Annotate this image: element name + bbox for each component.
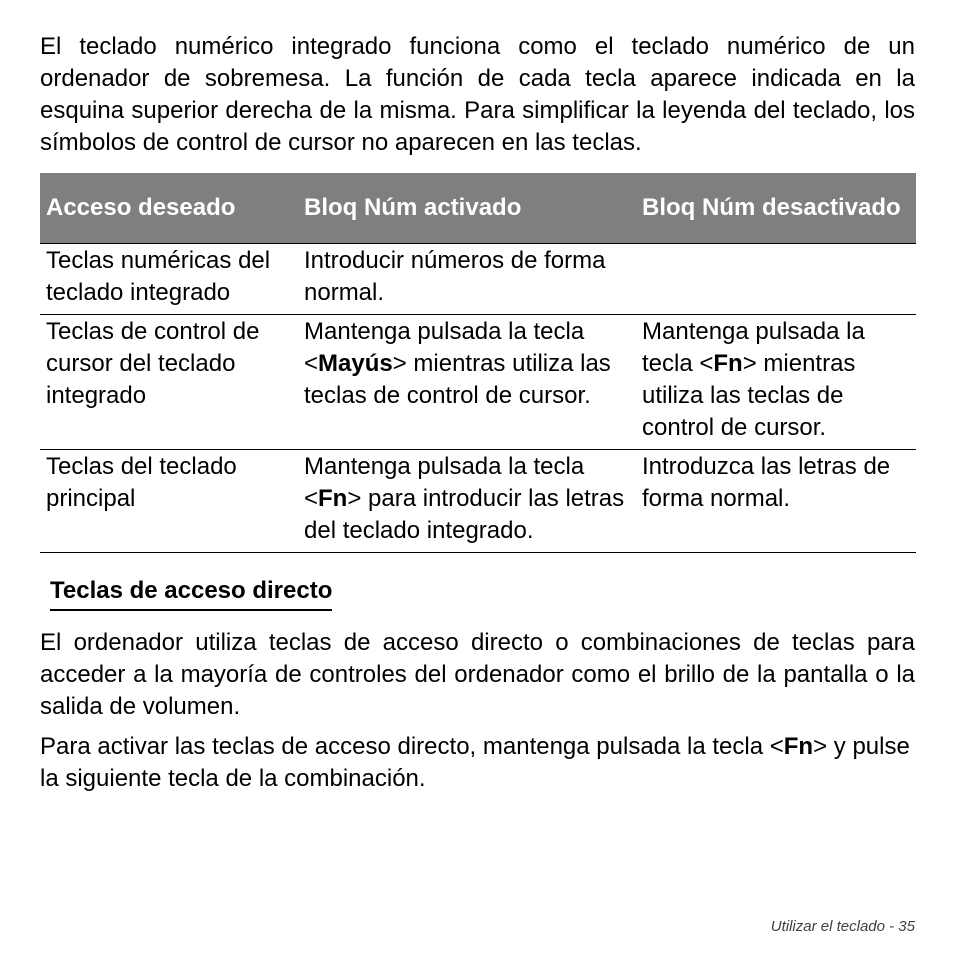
row3-acceso: Teclas del teclado principal xyxy=(40,450,298,553)
table-row xyxy=(40,450,916,553)
table-row xyxy=(40,244,916,315)
key-fn: Fn xyxy=(783,733,814,760)
hotkeys-paragraph: El ordenador utiliza teclas de acceso directo o combinaciones de teclas para acceder a la mayoría de controles del ordenador como el brillo de la pantalla o la salida de volumen. xyxy=(40,629,915,720)
row2-desactivado-pre: Mantenga pulsada la tecla < xyxy=(642,318,865,377)
table-row xyxy=(40,315,916,450)
row2-activado-post: > mientras utiliza las teclas de control de cursor. xyxy=(304,350,611,409)
page-footer: Utilizar el teclado - 35 xyxy=(770,918,915,935)
row2-desactivado xyxy=(636,315,916,450)
row2-activado-pre: Mantenga pulsada la tecla < xyxy=(304,318,585,377)
section-heading: Teclas de acceso directo xyxy=(50,575,332,611)
row3-activado-post: > para introducir las letras del teclado integrado. xyxy=(304,485,625,544)
numeric-keypad-table xyxy=(40,173,916,553)
key-fn: Fn xyxy=(713,350,743,377)
fn-instructions-paragraph xyxy=(40,731,915,795)
fn-instructions-pre: Para activar las teclas de acceso directo, mantenga pulsada la tecla < xyxy=(40,733,784,760)
row1-acceso: Teclas numéricas del teclado integrado xyxy=(40,244,298,315)
row1-desactivado xyxy=(636,244,916,315)
key-mayus: Mayús xyxy=(318,350,393,377)
header-bloq-num-desactivado: Bloq Núm desactivado xyxy=(636,173,916,244)
row1-activado: Introducir números de forma normal. xyxy=(298,244,636,315)
header-acceso-deseado: Acceso deseado xyxy=(40,173,298,244)
header-bloq-num-activado: Bloq Núm activado xyxy=(298,173,636,244)
intro-paragraph: El teclado numérico integrado funciona como el teclado numérico de un ordenador de sobremesa. La función de cada tecla aparece indicada en la esquina superior derecha de la misma. Para simplificar la leyenda del teclado, los símbolos de control de cursor no aparecen en las teclas. xyxy=(40,33,915,156)
row3-desactivado: Introduzca las letras de forma normal. xyxy=(636,450,916,553)
row3-activado xyxy=(298,450,636,553)
table-header-row xyxy=(40,173,916,244)
row3-activado-pre: Mantenga pulsada la tecla < xyxy=(304,453,585,512)
key-fn: Fn xyxy=(318,485,348,512)
row2-activado xyxy=(298,315,636,450)
row2-acceso: Teclas de control de cursor del teclado integrado xyxy=(40,315,298,450)
row2-desactivado-post: > mientras utiliza las teclas de control de cursor. xyxy=(642,350,856,441)
fn-instructions-post: > y pulse la siguiente tecla de la combinación. xyxy=(40,733,910,792)
